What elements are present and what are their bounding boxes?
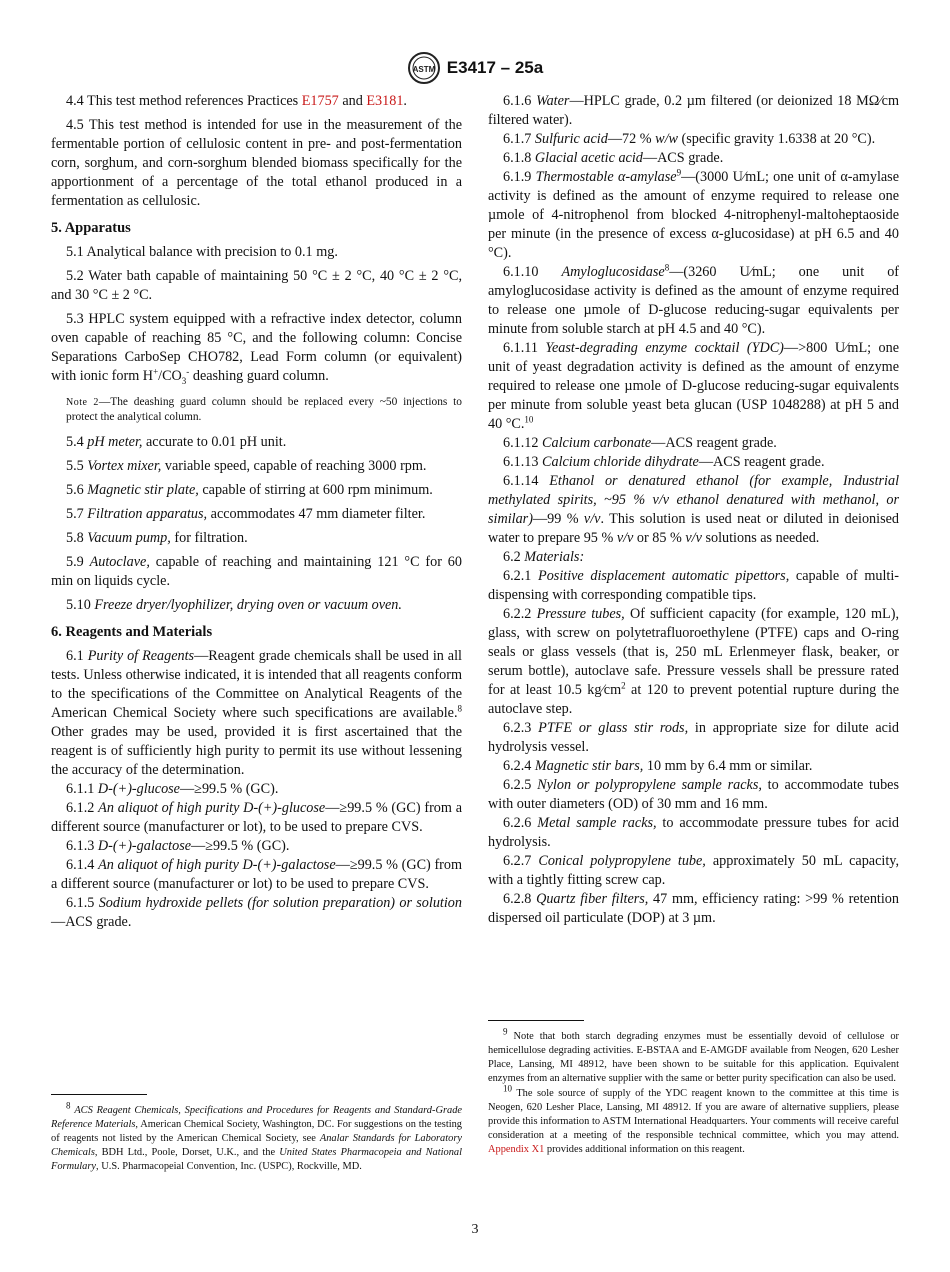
section-6-1-9: 6.1.9 Thermostable α-amylase$^9$—(3000 U⁄mL; one unit of α-amylase activity is defined as the amount of enzyme required to release one µmole of 4-nitrophenol from blocked 4-nitrophenyl-maltoheptaoside per minute (in the presence of excess α-glucosidase) at pH 6.5 and 40 °C). [488, 167, 899, 261]
section-5-2: 5.2 Water bath capable of maintaining 50 °C ± 2 °C, 40 °C ± 2 °C, and 30 °C ± 2 °C. [51, 268, 463, 303]
heading-apparatus: 5. Apparatus [51, 220, 131, 236]
section-6-2: 6.2 Materials: [503, 549, 585, 565]
section-5-3: 5.3 HPLC system equipped with a refractive index detector, column oven capable of reaching 85 °C, and the following column: Concise Separations CarboSep CHO782, Lead Form column (or equivalent) with ionic form $H^+/CO_3^-$ deashing guard column. [51, 311, 463, 386]
svg-text:ASTM: ASTM [412, 65, 436, 74]
footnotes-left [51, 1100, 463, 1175]
section-6-1-4: 6.1.4 An aliquot of high purity D-(+)-galactose—≥99.5 % (GC) from a different source (manufacturer or lot) to be used to prepare CVS. [51, 857, 463, 892]
page-header [0, 50, 950, 86]
section-5-7: 5.7 Filtration apparatus, accommodates 47 mm diameter filter. [66, 506, 426, 522]
section-4-5: 4.5 This test method is intended for use in the measurement of the fermentable portion of cellulosic content in pre- and post-fermentation corn, sorghum, and corn-sorghum blended biomass specifically for the apportionment of a percentage of the total ethanol produced in a fermentation as cellulosic. [51, 117, 462, 209]
section-6-1-7: 6.1.7 Sulfuric acid—72 % w/w (specific gravity 1.6338 at 20 °C). [503, 131, 876, 147]
astm-logo-icon [407, 51, 441, 85]
footnote-rule [488, 1020, 584, 1021]
section-6-2-6: 6.2.6 Metal sample racks, to accommodate pressure tubes for acid hydrolysis. [488, 815, 899, 850]
heading-reagents: 6. Reagents and Materials [51, 624, 213, 640]
section-6-1-10: 6.1.10 Amyloglucosidase$^8$—(3260 U⁄mL; one unit of amyloglucosidase activity is defined as the amount of enzyme required to release one µmole of D-glucose reducing-sugar equivalents per minute from soluble starch at pH 4.5 and 40 °C). [488, 262, 900, 337]
section-6-1-6: 6.1.6 Water—HPLC grade, 0.2 µm filtered (or deionized 18 MΩ⁄cm filtered water). [488, 93, 900, 128]
section-6-1-13: 6.1.13 Calcium chloride dihydrate—ACS reagent grade. [503, 454, 825, 470]
section-6-1: 6.1 Purity of Reagents—Reagent grade chemicals shall be used in all tests. Unless otherwise indicated, it is intended that all reagents conform to the specifications of the Committee on Analytical Reagents of the American Chemical Society where such specifications are available.$^8$ Other grades may be used, provided it is first ascertained that the reagent is of sufficiently high purity to permit its use without lessening the accuracy of the determination. [51, 648, 462, 778]
left-column [51, 92, 462, 932]
section-6-1-3: 6.1.3 D-(+)-galactose—≥99.5 % (GC). [66, 838, 290, 854]
section-5-5: 5.5 Vortex mixer, variable speed, capable of reaching 3000 rpm. [66, 458, 427, 474]
footnote-9: $^9$ Note that both starch degrading enzymes must be essentially devoid of cellulose or hemicellulose degrading activities. E-BSTAA and E-AMGDF available from Neogen, 620 Lesher Place, Lansing, MI 48912, have been shown to be suitable for this application. Equivalent enzymes from an alternative supplier with the same or better purity specification can also be used. [488, 1026, 899, 1084]
page-number: 3 [471, 1222, 479, 1237]
section-6-2-2: 6.2.2 Pressure tubes, Of sufficient capacity (for example, 120 mL), glass, with screw on polytetrafluoroethylene (PTFE) caps and O-ring seals or glass vessels (that is, 250 mL Erlenmeyer flask, beaker, or serum bottle), autoclave safe. Pressure vessels shall be pressure rated for at least 10.5 $kg⁄cm^2$ at 120 to prevent potential rupture during the autoclave step. [488, 606, 899, 717]
section-6-1-14: 6.1.14 Ethanol or denatured ethanol (for example, Industrial methylated spirits, ~95 % v/v ethanol denatured with methanol, or similar)—99 % v/v. This solution is used neat or diluted in deionised water to prepare 95 % v/v or 85 % v/v solutions as needed. [488, 473, 900, 546]
section-5-8: 5.8 Vacuum pump, for filtration. [66, 530, 248, 546]
section-6-2-7: 6.2.7 Conical polypropylene tube, approximately 50 mL capacity, with a tightly fitting screw cap. [488, 853, 899, 888]
section-6-1-1: 6.1.1 D-(+)-glucose—≥99.5 % (GC). [66, 781, 279, 797]
section-5-10: 5.10 Freeze dryer/lyophilizer, drying oven or vacuum oven. [66, 597, 402, 613]
right-column [488, 92, 899, 928]
section-6-1-8: 6.1.8 Glacial acetic acid—ACS grade. [503, 150, 724, 166]
section-6-2-3: 6.2.3 PTFE or glass stir rods, in appropriate size for dilute acid hydrolysis vessel. [488, 720, 899, 755]
section-5-4: 5.4 pH meter, accurate to 0.01 pH unit. [66, 434, 287, 450]
section-5-9: 5.9 Autoclave, capable of reaching and maintaining 121 °C for 60 min on liquids cycle. [51, 554, 462, 589]
footnote-8: $^8$ ACS Reagent Chemicals, Specifications and Procedures for Reagents and Standard-Grade Reference Materials, American Chemical Society, Washington, DC. For suggestions on the testing of reagents not listed by the American Chemical Society, see Analar Standards for Laboratory Chemicals, BDH Ltd., Poole, Dorset, U.K., and the United States Pharmacopeia and National Formulary, U.S. Pharmacopeial Convention, Inc. (USPC), Rockville, MD. [51, 1100, 463, 1172]
ref-e1757-link[interactable]: E1757 [301, 93, 339, 109]
ref-e3181-link[interactable]: E3181 [366, 93, 404, 109]
section-6-2-8: 6.2.8 Quartz fiber filters, 47 mm, efficiency rating: >99 % retention dispersed oil particulate (DOP) at 3 µm. [488, 891, 899, 926]
note-2: Note 2—The deashing guard column should be replaced every ~50 injections to protect the analytical column. [66, 396, 462, 423]
section-6-2-4: 6.2.4 Magnetic stir bars, 10 mm by 6.4 mm or similar. [503, 758, 813, 774]
footnotes-right [488, 1026, 899, 1158]
section-6-1-11: 6.1.11 Yeast-degrading enzyme cocktail (YDC)—>800 U⁄mL; one unit of yeast degradation activity is defined as the amount of enzyme required to release one µmole of D-glucose reducing-sugar equivalents per minute from soluble yeast beta glucan (USP 1048288) at pH 5 and 40 °C.$^{10}$ [488, 340, 899, 432]
footnote-rule [51, 1094, 147, 1095]
section-6-2-5: 6.2.5 Nylon or polypropylene sample racks, to accommodate tubes with outer diameters (OD) of 30 mm and 16 mm. [488, 777, 899, 812]
section-6-1-12: 6.1.12 Calcium carbonate—ACS reagent grade. [503, 435, 777, 451]
section-4-4: 4.4 This test method references Practices E1757 and E3181. [66, 93, 407, 109]
standard-designation: E3417 – 25a [446, 58, 544, 77]
footnote-10: $^{10}$ The sole source of supply of the YDC reagent known to the committee at this time is Neogen, 620 Lesher Place, Lansing, MI 48912. If you are aware of alternative suppliers, please provide this information to ASTM International Headquarters. Your comments will receive careful consideration at a meeting of the responsible technical committee, which you may attend. Appendix X1 provides additional information on this reagent. [488, 1083, 899, 1155]
section-5-6: 5.6 Magnetic stir plate, capable of stirring at 600 rpm minimum. [66, 482, 433, 498]
section-6-2-1: 6.2.1 Positive displacement automatic pipettors, capable of multi-dispensing with corresponding compatible tips. [488, 568, 900, 603]
section-6-1-5: 6.1.5 Sodium hydroxide pellets (for solution preparation) or solution—ACS grade. [51, 895, 462, 930]
section-5-1: 5.1 Analytical balance with precision to 0.1 mg. [66, 244, 338, 260]
appendix-x1-link[interactable]: Appendix X1 [488, 1144, 545, 1155]
section-6-1-2: 6.1.2 An aliquot of high purity D-(+)-glucose—≥99.5 % (GC) from a different source (manufacturer or lot), to be used to prepare CVS. [51, 800, 463, 835]
